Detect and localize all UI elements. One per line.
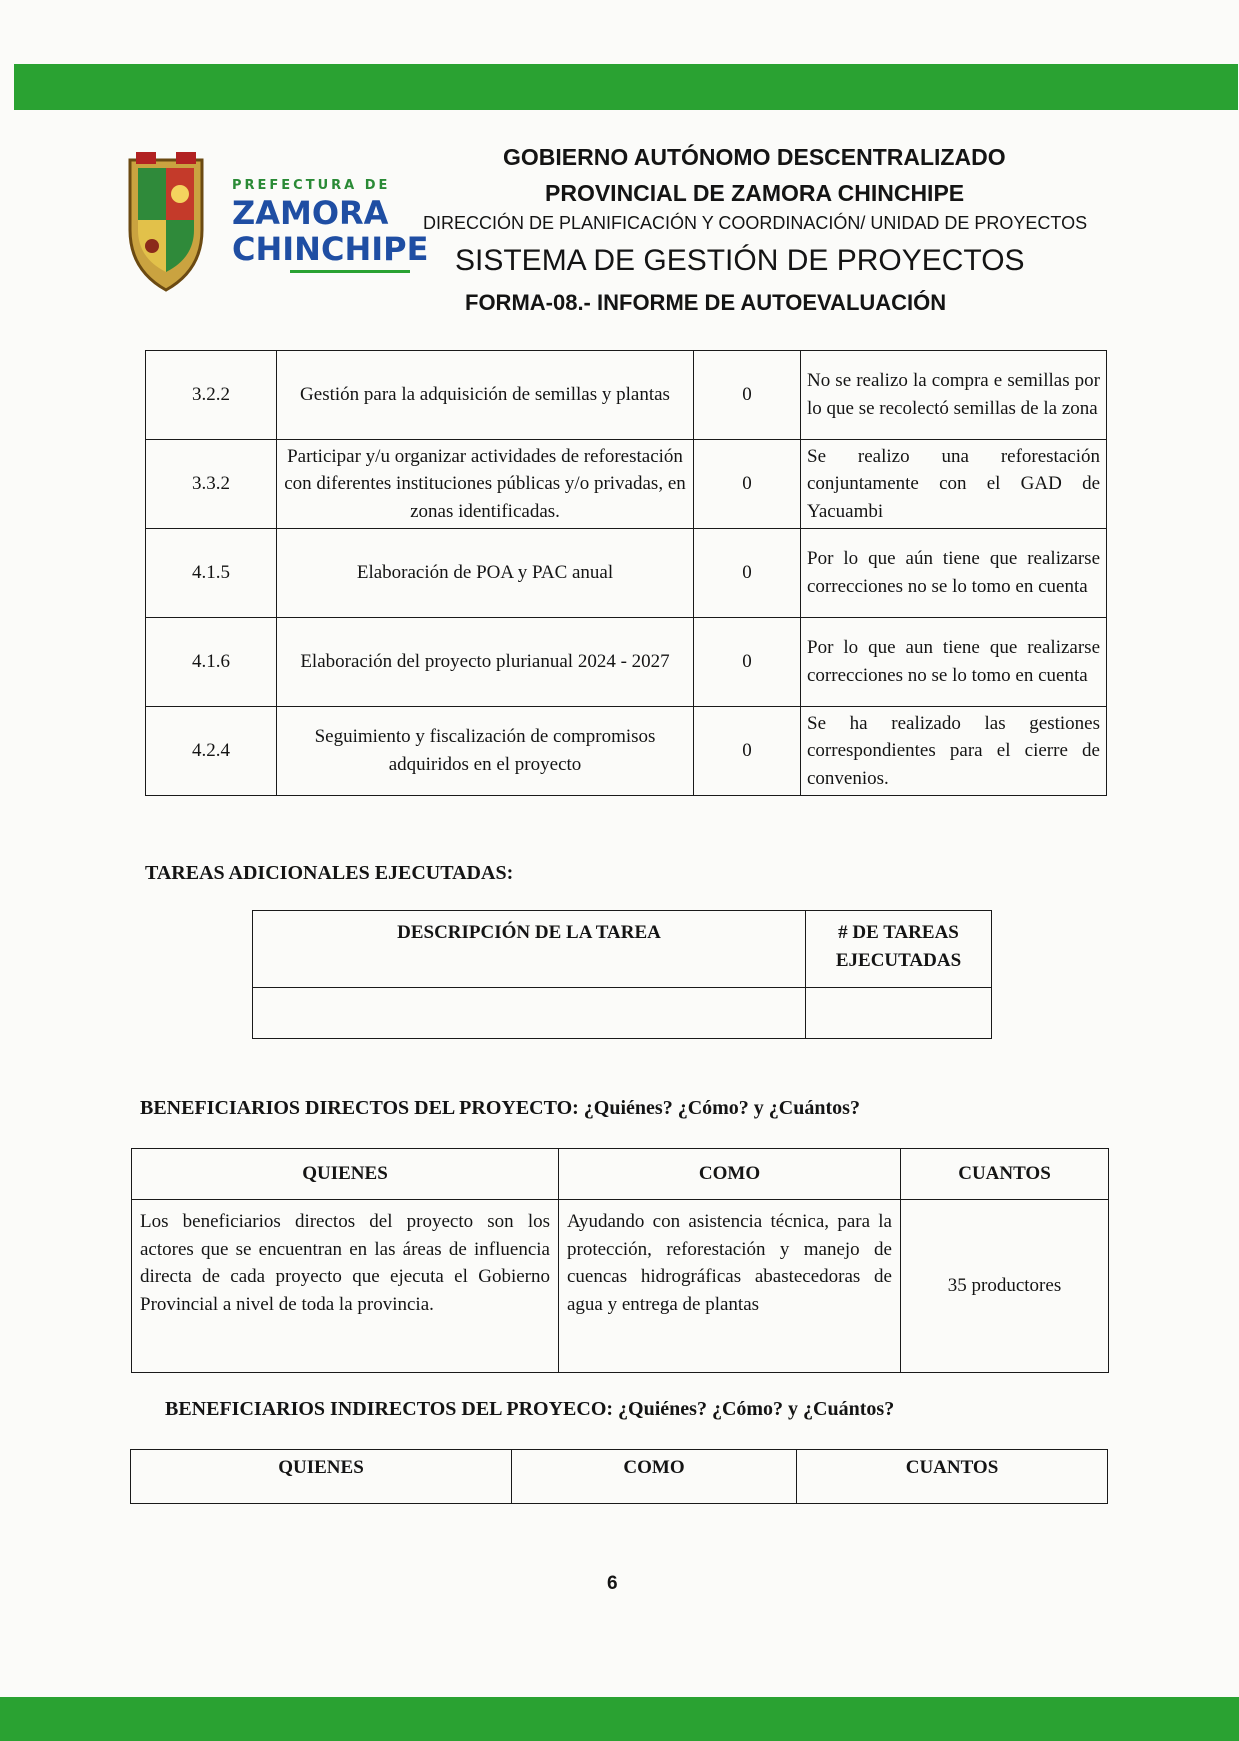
col-who: QUIENES xyxy=(132,1149,559,1200)
indirect-beneficiaries-heading: BENEFICIARIOS INDIRECTOS DEL PROYECO: ¿Quiénes? ¿Cómo? y ¿Cuántos? xyxy=(165,1398,895,1420)
activity-value: 0 xyxy=(694,440,801,529)
additional-tasks-table xyxy=(252,910,992,1039)
activity-value: 0 xyxy=(694,618,801,707)
beneficiaries-count: 35 productores xyxy=(901,1200,1109,1373)
bottom-green-band xyxy=(0,1697,1239,1741)
prefectura-logo xyxy=(122,150,429,300)
activity-code: 4.1.5 xyxy=(146,529,277,618)
system-title: SISTEMA DE GESTIÓN DE PROYECTOS xyxy=(455,244,1025,277)
activity-description: Elaboración del proyecto plurianual 2024 - 2027 xyxy=(277,618,694,707)
header-title-2: PROVINCIAL DE ZAMORA CHINCHIPE xyxy=(545,180,965,206)
task-count-cell xyxy=(806,988,992,1039)
activity-observation: No se realizo la compra e semillas por lo que se recolectó semillas de la zona xyxy=(801,351,1107,440)
table-row xyxy=(146,351,1107,440)
task-description-cell xyxy=(253,988,806,1039)
activity-value: 0 xyxy=(694,351,801,440)
activity-code: 4.1.6 xyxy=(146,618,277,707)
logo-name-line1: ZAMORA xyxy=(232,194,389,232)
activity-code: 4.2.4 xyxy=(146,707,277,796)
table-row xyxy=(146,618,1107,707)
activity-description: Gestión para la adquisición de semillas y plantas xyxy=(277,351,694,440)
table-header-row xyxy=(253,911,992,988)
activity-observation: Se ha realizado las gestiones correspondientes para el cierre de convenios. xyxy=(801,707,1107,796)
additional-tasks-heading: TAREAS ADICIONALES EJECUTADAS: xyxy=(145,862,514,884)
header-title-1: GOBIERNO AUTÓNOMO DESCENTRALIZADO xyxy=(503,144,1006,170)
activity-value: 0 xyxy=(694,707,801,796)
table-row xyxy=(146,529,1107,618)
table-row xyxy=(132,1200,1109,1373)
page-number: 6 xyxy=(607,1573,618,1594)
top-green-band xyxy=(14,64,1238,110)
activity-code: 3.3.2 xyxy=(146,440,277,529)
table-row xyxy=(146,440,1107,529)
table-row xyxy=(253,988,992,1039)
col-count: CUANTOS xyxy=(901,1149,1109,1200)
activity-observation: Se realizo una reforestación conjuntamente con el GAD de Yacuambi xyxy=(801,440,1107,529)
beneficiaries-how: Ayudando con asistencia técnica, para la protección, reforestación y manejo de cuencas hidrográficas abastecedoras de agua y entrega de plantas xyxy=(559,1200,901,1373)
activity-observation: Por lo que aún tiene que realizarse correcciones no se lo tomo en cuenta xyxy=(801,529,1107,618)
table-header-row xyxy=(131,1450,1108,1504)
col-how: COMO xyxy=(512,1450,797,1504)
table-header-row xyxy=(132,1149,1109,1200)
activity-description: Participar y/u organizar actividades de reforestación con diferentes instituciones públicas y/o privadas, en zonas identificadas. xyxy=(277,440,694,529)
col-how: COMO xyxy=(559,1149,901,1200)
col-task-count: # DE TAREAS EJECUTADAS xyxy=(806,911,992,988)
activity-code: 3.2.2 xyxy=(146,351,277,440)
activity-description: Elaboración de POA y PAC anual xyxy=(277,529,694,618)
direct-beneficiaries-heading: BENEFICIARIOS DIRECTOS DEL PROYECTO: ¿Quiénes? ¿Cómo? y ¿Cuántos? xyxy=(140,1097,860,1119)
indirect-beneficiaries-table xyxy=(130,1449,1108,1504)
form-title: FORMA-08.- INFORME DE AUTOEVALUACIÓN xyxy=(465,290,947,315)
logo-name-line2: CHINCHIPE xyxy=(232,230,429,268)
activity-value: 0 xyxy=(694,529,801,618)
beneficiaries-who: Los beneficiarios directos del proyecto son los actores que se encuentran en las áreas de influencia directa de cada proyecto que ejecuta el Gobierno Provincial a nivel de toda la provincia. xyxy=(132,1200,559,1373)
coat-of-arms-icon xyxy=(122,150,210,296)
table-row xyxy=(146,707,1107,796)
direct-beneficiaries-table xyxy=(131,1148,1109,1373)
col-count: CUANTOS xyxy=(797,1450,1108,1504)
col-who: QUIENES xyxy=(131,1450,512,1504)
col-task-description: DESCRIPCIÓN DE LA TAREA xyxy=(253,911,806,988)
activity-description: Seguimiento y fiscalización de compromisos adquiridos en el proyecto xyxy=(277,707,694,796)
activities-table xyxy=(145,350,1107,796)
activity-observation: Por lo que aun tiene que realizarse correcciones no se lo tomo en cuenta xyxy=(801,618,1107,707)
logo-underline xyxy=(290,270,410,273)
logo-prefix: PREFECTURA DE xyxy=(232,178,391,193)
header-subtitle: DIRECCIÓN DE PLANIFICACIÓN Y COORDINACIÓN/ UNIDAD DE PROYECTOS xyxy=(423,213,1088,233)
